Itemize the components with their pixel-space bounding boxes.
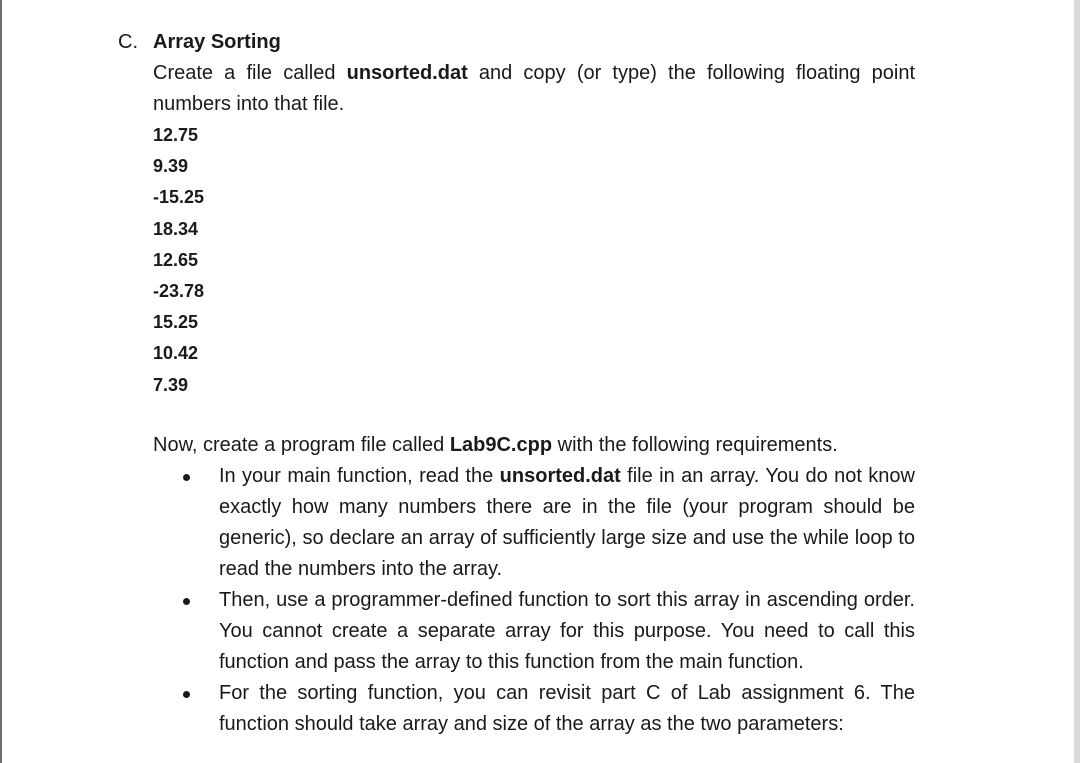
requirement-text-after: file in an array. You do not know exactly how many numbers there are in the file (your program should be generic), so declare an array of sufficiently large size and use the while loop to read the numbers into the array. bbox=[219, 465, 915, 580]
bullet-dot bbox=[183, 598, 190, 605]
intro-text-after: and copy (or type) the following floating point numbers into that file. bbox=[153, 62, 915, 115]
section-letter: C. bbox=[118, 31, 138, 53]
requirement-bold: unsorted.dat bbox=[499, 465, 621, 487]
program-filename: Lab9C.cpp bbox=[449, 434, 553, 456]
requirement-text bbox=[219, 682, 915, 735]
bullet-dot bbox=[183, 691, 190, 698]
intro-filename: unsorted.dat bbox=[346, 62, 468, 84]
section-title: Array Sorting bbox=[153, 31, 281, 53]
number-item: 10.42 bbox=[153, 343, 199, 364]
number-item: 12.75 bbox=[153, 125, 199, 145]
number-item: -23.78 bbox=[153, 280, 205, 301]
requirement-item bbox=[153, 678, 915, 740]
number-item: 7.39 bbox=[153, 374, 189, 395]
numbers-list bbox=[153, 120, 204, 401]
intro-text-before: Create a file called bbox=[153, 62, 347, 84]
bullet-dot bbox=[183, 474, 190, 481]
requirement-text bbox=[219, 589, 915, 673]
number-item: 15.25 bbox=[153, 312, 199, 333]
section-heading bbox=[118, 29, 281, 55]
requirement-text-before: Then, use a programmer-defined function to sort this array in ascending order. You cannot create a separate array for this purpose. You need to call this function and pass the array to this function from the main function. bbox=[219, 589, 915, 673]
requirement-item bbox=[153, 461, 915, 585]
program-text-before: Now, create a program file called bbox=[153, 434, 450, 456]
requirement-text-before: For the sorting function, you can revisit part C of Lab assignment 6. The function should take array and size of the array as the two parameters: bbox=[219, 682, 915, 735]
program-paragraph bbox=[153, 430, 915, 461]
number-item: 9.39 bbox=[153, 156, 189, 177]
requirements-list bbox=[153, 461, 915, 740]
program-text-after: with the following requirements. bbox=[552, 434, 838, 456]
number-item: 18.34 bbox=[153, 218, 199, 239]
number-item: 12.65 bbox=[153, 249, 199, 270]
requirement-item bbox=[153, 585, 915, 678]
requirement-text-before: In your main function, read the bbox=[219, 465, 500, 487]
requirement-text bbox=[219, 465, 915, 580]
number-item: -15.25 bbox=[153, 187, 205, 208]
intro-paragraph bbox=[153, 58, 915, 120]
